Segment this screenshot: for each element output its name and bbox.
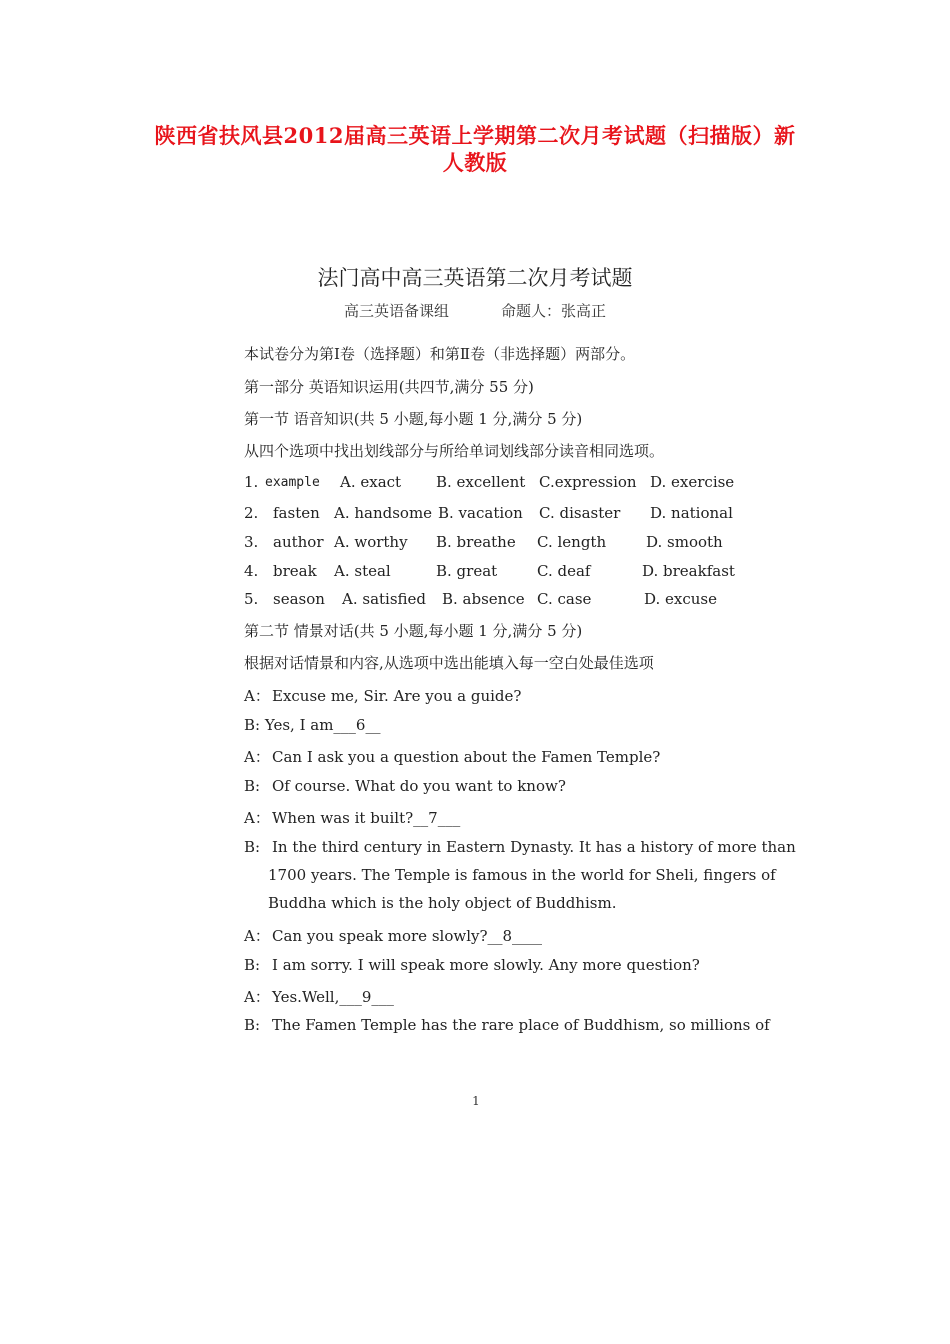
- exam-title: 法门高中高三英语第二次月考试题: [317, 266, 633, 290]
- speaker-label: A：: [244, 927, 270, 945]
- section-one-heading: 第一节 语音知识(共 5 小题,每小题 1 分,满分 5 分): [244, 410, 583, 428]
- option-c: C. disaster: [539, 504, 621, 522]
- dialogue-line: [244, 746, 660, 767]
- section-one-instruction: 从四个选项中找出划线部分与所给单词划线部分读音相同选项。: [244, 442, 665, 460]
- option-c: C. case: [537, 590, 592, 608]
- dialogue-text: When was it built?__7___: [272, 809, 461, 827]
- option-d: D. exercise: [650, 473, 735, 491]
- speaker-label: A：: [244, 988, 270, 1006]
- dialogue-line: [244, 986, 394, 1007]
- option-a: A. handsome: [334, 504, 433, 522]
- question-number: 3.: [244, 533, 259, 551]
- question-word: fasten: [273, 504, 320, 522]
- speaker-label: B:: [244, 1016, 261, 1034]
- speaker-label: B:: [244, 777, 261, 795]
- question-word: season: [273, 590, 325, 608]
- dialogue-line: [244, 838, 796, 856]
- option-a: A. exact: [340, 473, 402, 491]
- prep-group: 高三英语备课组: [344, 302, 450, 320]
- speaker-label: B:: [244, 716, 261, 734]
- dialogue-text: Yes.Well,___9___: [272, 988, 394, 1006]
- option-c: C. length: [537, 533, 607, 551]
- dialogue-text: Of course. What do you want to know?: [272, 777, 566, 795]
- part-one-heading: 第一部分 英语知识运用(共四节,满分 55 分): [244, 378, 534, 396]
- question-number: 2.: [244, 504, 259, 522]
- banner-line-2: 人教版: [442, 150, 508, 175]
- option-c: C. deaf: [537, 562, 591, 580]
- option-a: A. worthy: [334, 533, 408, 551]
- dialogue-line: Buddha which is the holy object of Buddhism.: [268, 894, 617, 912]
- option-b: B. absence: [442, 590, 525, 608]
- dialogue-line: [244, 807, 460, 828]
- dialogue-text: In the third century in Eastern Dynasty. It has a history of more than: [272, 838, 796, 856]
- option-b: B. breathe: [436, 533, 516, 551]
- option-d: D. breakfast: [642, 562, 735, 580]
- dialogue-text: Excuse me, Sir. Are you a guide?: [272, 687, 522, 705]
- speaker-label: B:: [244, 838, 261, 856]
- dialogue-text: I am sorry. I will speak more slowly. Any more question?: [272, 956, 700, 974]
- exam-author: 命题人：张高正: [501, 302, 607, 320]
- banner-line-1: 陕西省扶风县2012届高三英语上学期第二次月考试题（扫描版）新: [154, 123, 796, 148]
- question-number: 1.: [244, 473, 259, 491]
- option-b: B. excellent: [436, 473, 526, 491]
- dialogue-line: 1700 years. The Temple is famous in the world for Sheli, fingers of: [268, 866, 776, 884]
- option-d: D. smooth: [646, 533, 723, 551]
- speaker-label: A：: [244, 748, 270, 766]
- question-number: 4.: [244, 562, 259, 580]
- dialogue-text: Yes, I am___6__: [264, 716, 381, 734]
- section-two-instruction: 根据对话情景和内容,从选项中选出能填入每一空白处最佳选项: [244, 654, 654, 672]
- dialogue-text: The Famen Temple has the rare place of Buddhism, so millions of: [272, 1016, 770, 1034]
- question-number: 5.: [244, 590, 259, 608]
- option-a: A. satisfied: [342, 590, 427, 608]
- intro-line: 本试卷分为第Ⅰ卷（选择题）和第Ⅱ卷（非选择题）两部分。: [244, 345, 636, 363]
- speaker-label: B:: [244, 956, 261, 974]
- option-d: D. national: [650, 504, 733, 522]
- option-d: D. excuse: [644, 590, 718, 608]
- option-a: A. steal: [334, 562, 391, 580]
- option-c: C.expression: [539, 473, 637, 491]
- section-two-heading: 第二节 情景对话(共 5 小题,每小题 1 分,满分 5 分): [244, 622, 583, 640]
- dialogue-text: Can I ask you a question about the Famen Temple?: [272, 748, 661, 766]
- speaker-label: A：: [244, 809, 270, 827]
- question-word: break: [273, 562, 317, 580]
- exam-subtitle: [344, 300, 764, 321]
- option-b: B. great: [436, 562, 498, 580]
- dialogue-line: [244, 685, 521, 706]
- dialogue-line: [244, 1016, 770, 1034]
- dialogue-line: [244, 716, 380, 734]
- speaker-label: A：: [244, 687, 270, 705]
- document-banner-title: [100, 122, 850, 176]
- question-word: author: [273, 533, 324, 551]
- dialogue-line: [244, 777, 566, 795]
- dialogue-line: [244, 956, 700, 974]
- dialogue-text: Can you speak more slowly?__8____: [272, 927, 543, 945]
- page-number: 1: [472, 1094, 480, 1108]
- option-b: B. vacation: [438, 504, 523, 522]
- dialogue-line: [244, 925, 542, 946]
- question-word: example: [265, 475, 320, 490]
